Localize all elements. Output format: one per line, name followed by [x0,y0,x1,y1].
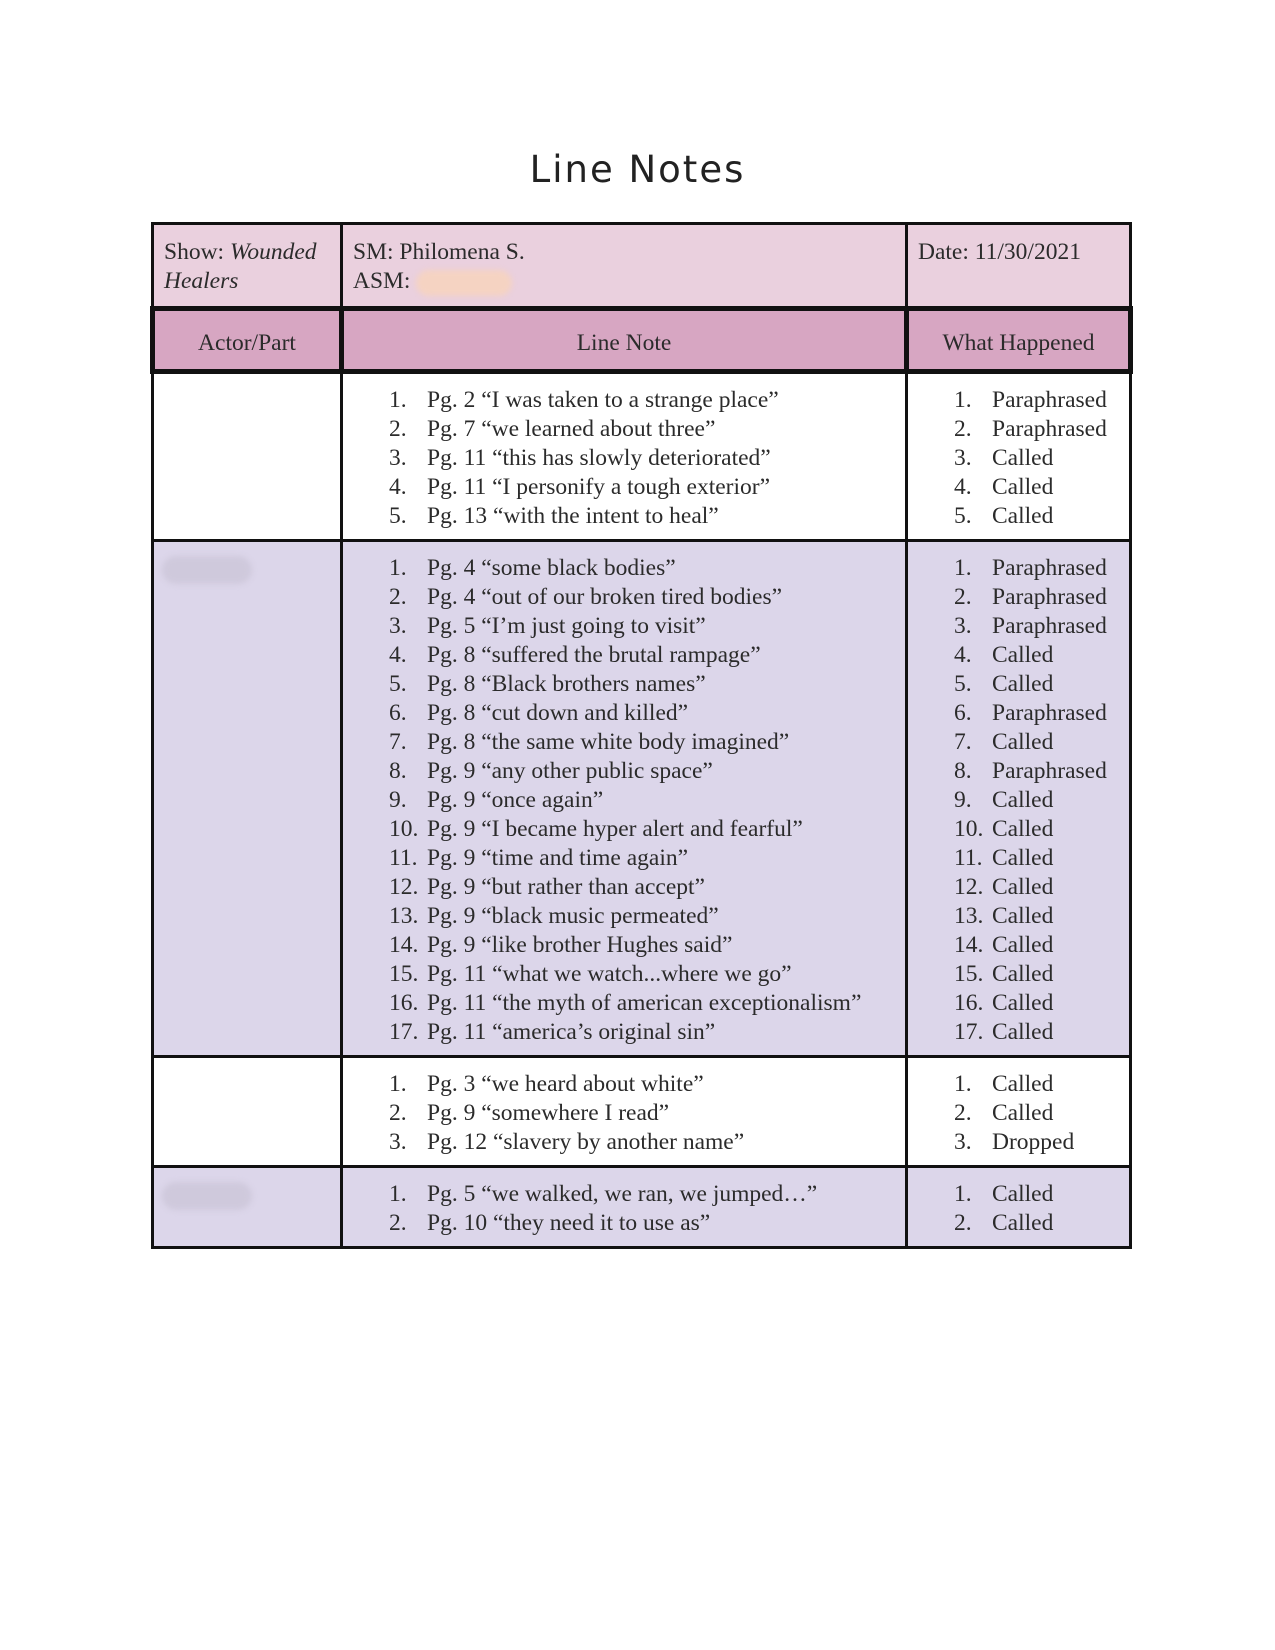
line-note-item: 9. Pg. 9 “once again” [389,787,604,813]
result-item: 3. Called [954,445,1054,471]
header-info-row [153,224,1131,309]
actor-redacted [162,1182,252,1210]
line-note-item: 1. Pg. 3 “we heard about white” [389,1071,704,1097]
result-item: 6. Paraphrased [954,700,1107,726]
what-happened-cell [907,1167,1131,1248]
page-title: Line Notes [529,148,746,191]
actor-cell [153,372,342,541]
line-note-item: 6. Pg. 8 “cut down and killed” [389,700,689,726]
show-cell [153,224,342,309]
line-note-item: 5. Pg. 8 “Black brothers names” [389,671,706,697]
result-item: 2. Paraphrased [954,584,1107,610]
result-item: 2. Called [954,1210,1054,1236]
line-note-item: 1. Pg. 4 “some black bodies” [389,555,676,581]
line-note-item: 8. Pg. 9 “any other public space” [389,758,713,784]
actor-cell [153,1167,342,1248]
result-item: 7. Called [954,729,1054,755]
result-item: 1. Called [954,1071,1054,1097]
line-note-item: 15. Pg. 11 “what we watch...where we go” [389,961,792,987]
note-row [153,541,1131,1057]
result-item: 12. Called [954,874,1054,900]
line-note-item: 12. Pg. 9 “but rather than accept” [389,874,705,900]
line-note-item: 3. Pg. 11 “this has slowly deteriorated” [389,445,771,471]
line-note-item: 5. Pg. 13 “with the intent to heal” [389,503,719,529]
line-notes-table [150,222,1133,1249]
line-note-item: 4. Pg. 11 “I personify a tough exterior” [389,474,771,500]
line-note-item: 1. Pg. 5 “we walked, we ran, we jumped…” [389,1181,818,1207]
result-item: 14. Called [954,932,1054,958]
asm-redacted [416,270,512,296]
result-item: 5. Called [954,671,1054,697]
show-label: Show: [164,239,230,265]
line-note-item: 16. Pg. 11 “the myth of american exceptionalism” [389,990,862,1016]
line-note-item: 13. Pg. 9 “black music permeated” [389,903,719,929]
result-item: 11. Called [954,845,1054,871]
result-item: 1. Called [954,1181,1054,1207]
date-cell: Date: 11/30/2021 [907,224,1131,309]
line-note-item: 2. Pg. 7 “we learned about three” [389,416,716,442]
result-item: 16. Called [954,990,1054,1016]
col-what-happened: What Happened [907,309,1131,372]
result-item: 5. Called [954,503,1054,529]
result-item: 8. Paraphrased [954,758,1107,784]
line-note-item: 14. Pg. 9 “like brother Hughes said” [389,932,733,958]
col-line-note: Line Note [342,309,907,372]
line-note-item: 3. Pg. 5 “I’m just going to visit” [389,613,706,639]
line-note-item: 4. Pg. 8 “suffered the brutal rampage” [389,642,761,668]
line-note-item: 7. Pg. 8 “the same white body imagined” [389,729,790,755]
column-header-row [153,309,1131,372]
what-happened-cell [907,372,1131,541]
line-note-cell [342,1167,907,1248]
result-item: 4. Called [954,474,1054,500]
actor-redacted [162,556,252,584]
note-row [153,1057,1131,1167]
actor-cell [153,541,342,1057]
result-item: 9. Called [954,787,1054,813]
line-note-cell [342,372,907,541]
line-note-item: 17. Pg. 11 “america’s original sin” [389,1019,716,1045]
result-item: 1. Paraphrased [954,555,1107,581]
line-note-item: 2. Pg. 10 “they need it to use as” [389,1210,711,1236]
note-row [153,1167,1131,1248]
result-item: 17. Called [954,1019,1054,1045]
line-note-cell [342,541,907,1057]
show-name: Wounded Healers [164,239,317,294]
result-item: 1. Paraphrased [954,387,1107,413]
result-item: 13. Called [954,903,1054,929]
line-note-item: 2. Pg. 9 “somewhere I read” [389,1100,670,1126]
stage-manager-cell [342,224,907,309]
line-note-item: 3. Pg. 12 “slavery by another name” [389,1129,745,1155]
result-item: 3. Dropped [954,1129,1075,1155]
sm-name: SM: Philomena S. [353,239,525,265]
what-happened-cell [907,1057,1131,1167]
asm-label: ASM: [353,268,411,294]
line-note-item: 10. Pg. 9 “I became hyper alert and fearful” [389,816,803,842]
line-note-item: 2. Pg. 4 “out of our broken tired bodies” [389,584,783,610]
line-note-item: 11. Pg. 9 “time and time again” [389,845,689,871]
line-note-item: 1. Pg. 2 “I was taken to a strange place” [389,387,779,413]
result-item: 4. Called [954,642,1054,668]
result-item: 15. Called [954,961,1054,987]
what-happened-cell [907,541,1131,1057]
note-row [153,372,1131,541]
col-actor-part: Actor/Part [153,309,342,372]
line-note-cell [342,1057,907,1167]
result-item: 10. Called [954,816,1054,842]
result-item: 2. Called [954,1100,1054,1126]
result-item: 3. Paraphrased [954,613,1107,639]
result-item: 2. Paraphrased [954,416,1107,442]
actor-cell [153,1057,342,1167]
